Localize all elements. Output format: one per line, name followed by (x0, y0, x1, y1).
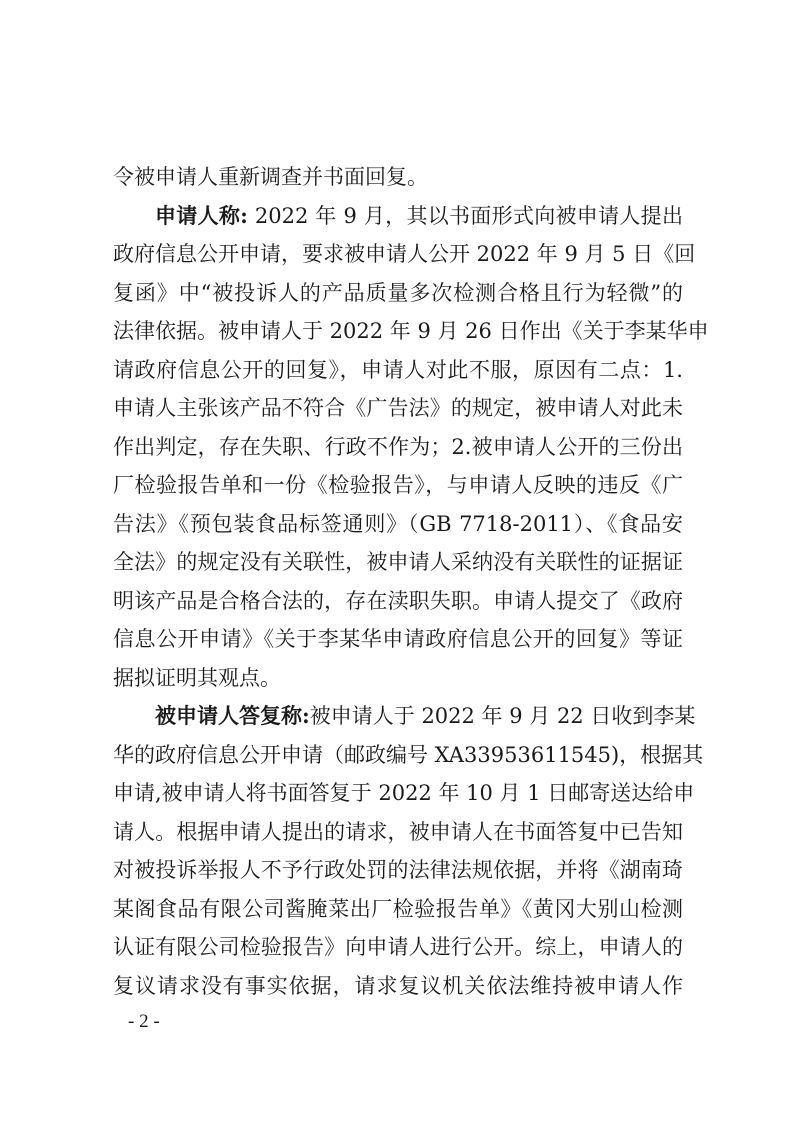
text-line: 复议请求没有事实依据，请求复议机关依法维持被申请人作 (113, 973, 683, 998)
text-line: 请人。根据申请人提出的请求，被申请人在书面答复中已告知 (113, 819, 683, 844)
document-body (113, 158, 709, 1005)
section-lead-respondent: 被申请人答复称: (155, 703, 310, 728)
text-line: 华的政府信息公开申请（邮政编号 XA33953611545)，根据其 (113, 742, 704, 767)
text-line: 对被投诉举报人不予行政处罚的法律法规依据，并将《湖南琦 (113, 858, 683, 882)
text-run: 被申请人于 2022 年 9 月 22 日收到李某 (309, 704, 696, 728)
text-line: 某阁食品有限公司酱腌菜出厂检验报告单》《黄冈大别山检测 (113, 896, 683, 921)
section-lead-applicant: 申请人称: (155, 202, 248, 228)
text-line: 厂检验报告单和一份《检验报告》，与申请人反映的违反《广 (113, 473, 683, 497)
text-line: 令被申请人重新调查并书面回复。 (113, 165, 428, 189)
text-line: 法律依据。被申请人于 2022 年 9 月 26 日作出《关于李某华申 (113, 319, 709, 343)
text-line: 请政府信息公开的回复》，申请人对此不服，原因有二点：1. (113, 357, 683, 382)
text-line: 告法》《预包装食品标签通则》（GB 7718-2011）、《食品安 (113, 511, 683, 536)
text-line: 信息公开申请》《关于李某华申请政府信息公开的回复》等证 (113, 627, 683, 651)
text-line: 明该产品是合格合法的，存在渎职失职。申请人提交了《政府 (113, 588, 683, 613)
text-line: 认证有限公司检验报告》向申请人进行公开。综上，申请人的 (113, 935, 683, 959)
text-line: 复函》中“被投诉人的产品质量多次检测合格且行为轻微”的 (113, 280, 683, 305)
text-line: 申请,被申请人将书面答复于 2022 年 10 月 1 日邮寄送达给申 (113, 781, 695, 805)
paragraph-respondent-first-line (113, 697, 696, 736)
text-run: 2022 年 9 月，其以书面形式向被申请人提出 (247, 203, 683, 228)
text-line: 据拟证明其观点。 (113, 665, 281, 690)
text-line: 全法》的规定没有关联性，被申请人采纳没有关联性的证据证 (113, 550, 683, 574)
text-line: 政府信息公开申请，要求被申请人公开 2022 年 9 月 5 日《回 (113, 242, 696, 266)
text-line: 申请人主张该产品不符合《广告法》的规定，被申请人对此未 (113, 396, 683, 420)
page-number: - 2 - (128, 1011, 160, 1032)
paragraph-applicant-first-line (113, 197, 683, 236)
text-line: 作出判定，存在失职、行政不作为；2.被申请人公开的三份出 (113, 434, 683, 459)
